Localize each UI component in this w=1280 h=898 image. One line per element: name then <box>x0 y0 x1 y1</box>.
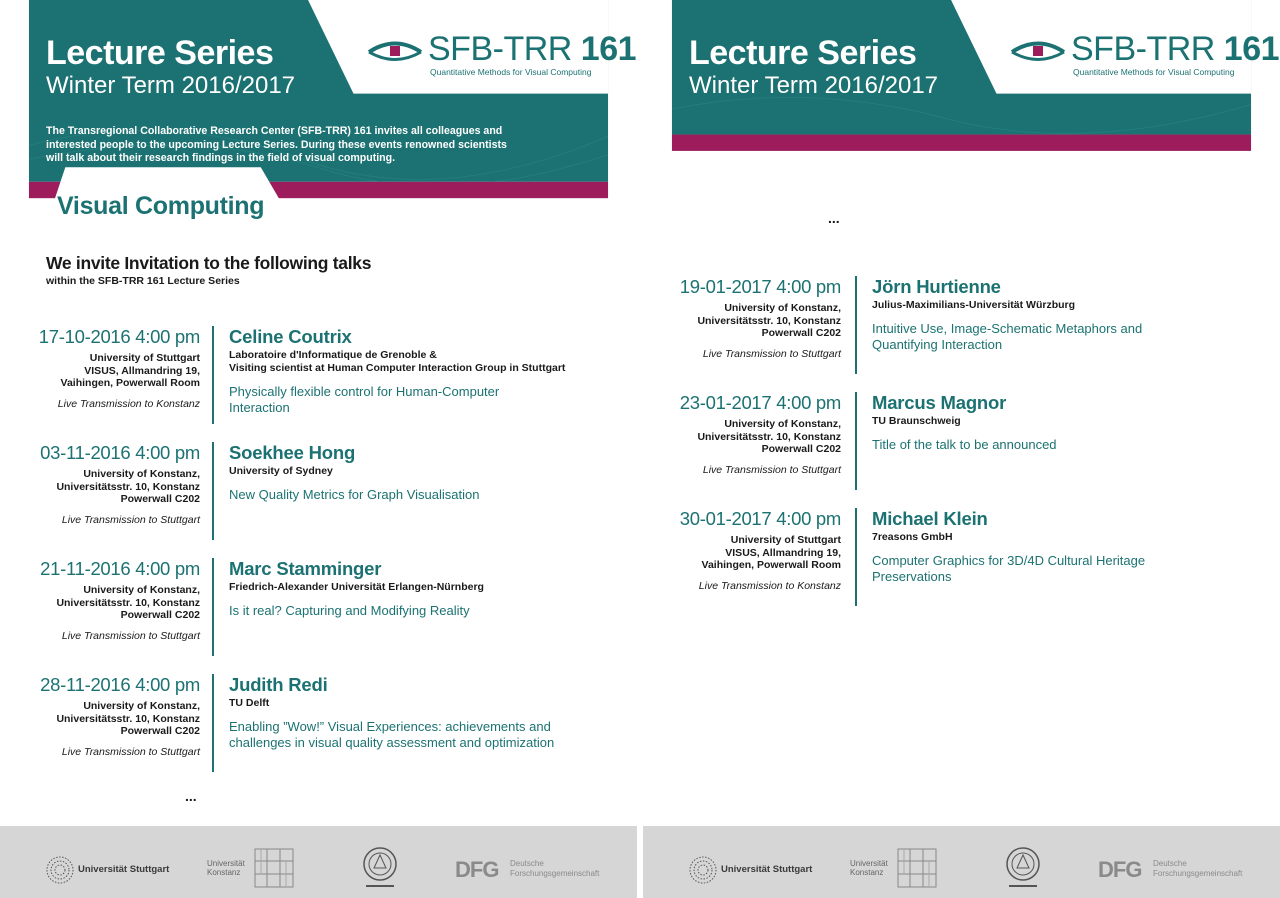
poster-page-2 <box>643 0 1280 898</box>
talk-meta <box>0 326 200 410</box>
talk-divider <box>212 442 214 540</box>
talk-entry <box>0 674 637 786</box>
talk-meta <box>643 508 841 592</box>
talk-details <box>229 674 629 750</box>
transmission-note: Live Transmission to Stuttgart <box>61 514 200 526</box>
invite-subheading: within the SFB-TRR 161 Lecture Series <box>46 275 240 287</box>
talk-title: Computer Graphics for 3D/4D Cultural Heritage Preservations <box>872 553 1146 584</box>
talk-entry <box>643 392 1280 504</box>
intro-text: The Transregional Collaborative Research Center (SFB-TRR) 161 invites all colleagues and interested people to the upcoming Lecture Series. During these events renowned scientists will talk about their research findings in the field of visual computing. <box>46 125 507 164</box>
sfb-eye-icon <box>1010 37 1066 67</box>
university-seal-icon <box>1003 846 1043 890</box>
talk-meta <box>643 392 841 476</box>
speaker-name: Soekhee Hong <box>229 442 356 463</box>
sfb-logo-text: SFB-TRR 161 <box>428 30 637 68</box>
talk-meta <box>0 442 200 526</box>
sfb-logo-subtitle: Quantitative Methods for Visual Computing <box>1073 67 1235 77</box>
sponsor-footer <box>0 826 637 898</box>
talk-location: University of Konstanz, Universitätsstr. 10, Konstanz Powerwall C202 <box>697 302 841 339</box>
talk-divider <box>855 392 857 490</box>
talk-divider <box>855 276 857 374</box>
talk-details <box>229 442 629 503</box>
talk-meta <box>0 674 200 758</box>
talk-title: Is it real? Capturing and Modifying Reality <box>229 603 470 618</box>
talk-entry <box>0 326 637 438</box>
transmission-note: Live Transmission to Stuttgart <box>702 348 841 360</box>
talk-date: 17-10-2016 4:00 pm <box>38 326 200 347</box>
sfb-logo-text: SFB-TRR 161 <box>1071 30 1280 68</box>
talk-date: 03-11-2016 4:00 pm <box>40 442 200 463</box>
uni-stuttgart-label: Universität Stuttgart <box>721 864 813 875</box>
talk-details <box>872 276 1272 352</box>
speaker-name: Jörn Hurtienne <box>872 276 1001 297</box>
talk-divider <box>855 508 857 606</box>
talk-title: Title of the talk to be announced <box>872 437 1057 452</box>
continuation-ellipsis: ... <box>828 210 840 226</box>
series-title: Lecture Series <box>46 34 274 72</box>
talk-location: University of Stuttgart VISUS, Allmandring 19, Vaihingen, Powerwall Room <box>701 534 841 571</box>
speaker-affiliation: Julius-Maximilians-Universität Würzburg <box>872 299 1076 311</box>
dfg-label: Deutsche Forschungsgemeinschaft <box>510 859 600 878</box>
talk-divider <box>212 558 214 656</box>
talk-date: 23-01-2017 4:00 pm <box>679 392 841 413</box>
talk-title: Physically flexible control for Human-Computer Interaction <box>229 384 500 415</box>
speaker-name: Judith Redi <box>229 674 328 695</box>
talk-date: 21-11-2016 4:00 pm <box>40 558 200 579</box>
talk-location: University of Konstanz, Universitätsstr. 10, Konstanz Powerwall C202 <box>56 468 200 505</box>
dfg-logo: DFG <box>1098 857 1142 882</box>
uni-stuttgart-label: Universität Stuttgart <box>78 864 170 875</box>
talk-location: University of Konstanz, Universitätsstr. 10, Konstanz Powerwall C202 <box>56 584 200 621</box>
series-title: Lecture Series <box>689 34 917 72</box>
speaker-affiliation: 7reasons GmbH <box>872 531 953 543</box>
sfb-logo-subtitle: Quantitative Methods for Visual Computing <box>430 67 592 77</box>
talk-location: University of Konstanz, Universitätsstr. 10, Konstanz Powerwall C202 <box>697 418 841 455</box>
talk-entry <box>0 442 637 554</box>
speaker-affiliation: University of Sydney <box>229 465 333 477</box>
transmission-note: Live Transmission to Stuttgart <box>61 630 200 642</box>
transmission-note: Live Transmission to Stuttgart <box>61 746 200 758</box>
talk-title: Enabling ”Wow!” Visual Experiences: achievements and challenges in visual quality assessment and optimization <box>229 719 555 750</box>
invite-heading: We invite Invitation to the following talks <box>46 253 372 273</box>
talk-title: New Quality Metrics for Graph Visualisation <box>229 487 480 502</box>
talk-divider <box>212 674 214 772</box>
talk-location: University of Konstanz, Universitätsstr. 10, Konstanz Powerwall C202 <box>56 700 200 737</box>
talk-location: University of Stuttgart VISUS, Allmandring 19, Vaihingen, Powerwall Room <box>60 352 200 389</box>
university-seal-icon <box>360 846 400 890</box>
uni-stuttgart-logo-icon <box>45 855 75 885</box>
dfg-logo: DFG <box>455 857 499 882</box>
speaker-affiliation: Friedrich-Alexander Universität Erlangen-Nürnberg <box>229 581 484 593</box>
transmission-note: Live Transmission to Konstanz <box>57 398 200 410</box>
talk-date: 30-01-2017 4:00 pm <box>679 508 841 529</box>
talk-details <box>872 392 1272 453</box>
talk-divider <box>212 326 214 424</box>
speaker-affiliation: TU Delft <box>229 697 270 709</box>
talk-details <box>229 326 629 415</box>
talk-entry <box>643 276 1280 388</box>
uni-stuttgart-logo-icon <box>688 855 718 885</box>
speaker-affiliation: Laboratoire d'Informatique de Grenoble & Visiting scientist at Human Computer Interaction Group in Stuttgart <box>229 349 566 374</box>
talk-meta <box>0 558 200 642</box>
talk-date: 19-01-2017 4:00 pm <box>679 276 841 297</box>
term-subtitle: Winter Term 2016/2017 <box>689 72 939 99</box>
term-subtitle: Winter Term 2016/2017 <box>46 72 296 99</box>
speaker-name: Michael Klein <box>872 508 988 529</box>
talk-date: 28-11-2016 4:00 pm <box>40 674 200 695</box>
speaker-name: Celine Coutrix <box>229 326 352 347</box>
talk-title: Intuitive Use, Image-Schematic Metaphors and Quantifying Interaction <box>872 321 1143 352</box>
uni-konstanz-grid-icon <box>897 848 937 888</box>
speaker-name: Marc Stamminger <box>229 558 382 579</box>
talk-details <box>229 558 629 619</box>
sfb-eye-icon <box>367 37 423 67</box>
speaker-affiliation: TU Braunschweig <box>872 415 961 427</box>
uni-konstanz-grid-icon <box>254 848 294 888</box>
transmission-note: Live Transmission to Stuttgart <box>702 464 841 476</box>
speaker-name: Marcus Magnor <box>872 392 1007 413</box>
uni-konstanz-label: Universität Konstanz <box>207 859 245 877</box>
talk-meta <box>643 276 841 360</box>
talk-details <box>872 508 1272 584</box>
dfg-label: Deutsche Forschungsgemeinschaft <box>1153 859 1243 878</box>
talk-entry <box>643 508 1280 620</box>
uni-konstanz-label: Universität Konstanz <box>850 859 888 877</box>
transmission-note: Live Transmission to Konstanz <box>698 580 841 592</box>
continuation-ellipsis: ... <box>185 788 197 804</box>
poster-page-1 <box>0 0 637 898</box>
section-label: Visual Computing <box>57 192 265 220</box>
sponsor-footer <box>643 826 1280 898</box>
talk-entry <box>0 558 637 670</box>
